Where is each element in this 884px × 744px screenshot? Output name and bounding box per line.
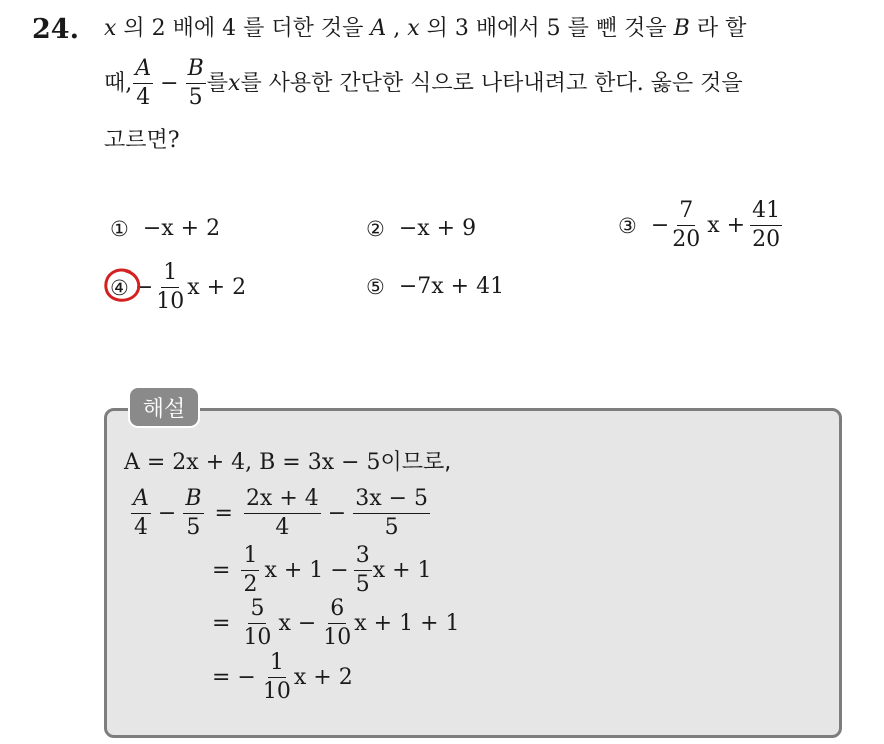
operator: − [157, 500, 177, 526]
term: x + 1 [372, 557, 432, 583]
choice-expression: −x + 2 [142, 216, 221, 241]
fraction-41-over-20: $\frac{41}{20}$ [752, 198, 781, 252]
var-x: x [228, 70, 241, 96]
term: x + 2 [293, 664, 353, 690]
fraction: $\frac{1}{2}$ [243, 543, 258, 597]
choice-number-4: ④ [110, 275, 129, 300]
question-line-2 [104, 58, 743, 109]
term: x + 1 + 1 [354, 610, 460, 636]
solution-step-3 [212, 652, 353, 703]
solution-step-0 [130, 488, 431, 539]
solution-text: 이므로, [380, 450, 452, 475]
choice-expression: −x + 9 [398, 216, 477, 241]
operator: − [327, 500, 347, 526]
fraction-7-over-20: $\frac{7}{20}$ [672, 198, 701, 252]
fraction-1-over-10: $\frac{1}{10}$ [156, 260, 185, 314]
choice-number-3: ③ [618, 213, 637, 238]
text-fragment: 를 사용한 간단한 식으로 나타내려고 한다. 옳은 것을 [240, 70, 743, 96]
choice-number-5: ⑤ [366, 275, 385, 299]
choice-number-2: ② [366, 217, 385, 241]
term: x − [278, 610, 317, 636]
term: x + 1 − [264, 557, 349, 583]
solution-line-1 [124, 452, 451, 474]
solution-step-1 [212, 545, 432, 596]
choice-expression: x + [707, 212, 746, 238]
fraction: $\frac{B}{5}$ [185, 486, 202, 540]
fraction: $\frac{2x + 4}{4}$ [245, 486, 319, 540]
solution-label: 해설 [128, 386, 200, 428]
choice-1[interactable] [110, 218, 220, 240]
minus-sign: − [134, 274, 154, 300]
selected-answer-circle-mark [100, 264, 144, 308]
choice-expression: −7x + 41 [398, 274, 505, 299]
fraction: $\frac{A}{4}$ [133, 486, 149, 540]
var-x: x [104, 16, 117, 41]
choice-number-1: ① [110, 217, 129, 241]
choice-2[interactable] [366, 218, 476, 240]
solution-step-2 [212, 598, 460, 649]
text-fragment: 라 할 [689, 16, 747, 41]
equals-sign: = [212, 610, 231, 636]
var-x: x [407, 16, 420, 41]
question-number: 24. [32, 14, 79, 45]
fraction: $\frac{3x - 5}{5}$ [355, 486, 429, 540]
solution-definitions: A = 2x + 4, B = 3x − 5 [124, 450, 381, 475]
equals-sign: = [212, 557, 231, 583]
minus-sign: − [160, 70, 179, 96]
fraction: $\frac{6}{10}$ [323, 596, 352, 650]
choice-expression: x + 2 [187, 274, 247, 300]
fraction-a-over-4: $\frac{A}{4}$ [135, 56, 152, 110]
var-b: B [673, 16, 690, 41]
fraction: $\frac{3}{5}$ [355, 543, 370, 597]
choice-5[interactable] [366, 276, 504, 298]
equals-sign: = − [212, 664, 256, 690]
text-fragment: , [386, 16, 408, 41]
fraction-b-over-5: $\frac{B}{5}$ [187, 56, 204, 110]
choice-3[interactable] [618, 200, 783, 251]
question-line-3: 고르면? [104, 128, 180, 153]
var-a: A [370, 16, 387, 41]
text-fragment: 를 [206, 70, 229, 96]
minus-sign: − [650, 212, 670, 238]
text-fragment: 의 3 배에서 5 를 뺀 것을 [419, 16, 674, 41]
fraction: $\frac{1}{10}$ [262, 650, 291, 704]
equals-sign: = [214, 500, 233, 526]
question-line-1 [104, 18, 746, 40]
fraction: $\frac{5}{10}$ [243, 596, 272, 650]
text-fragment: 의 2 배에 4 를 더한 것을 [116, 16, 371, 41]
text-fragment: 때, [104, 70, 133, 96]
